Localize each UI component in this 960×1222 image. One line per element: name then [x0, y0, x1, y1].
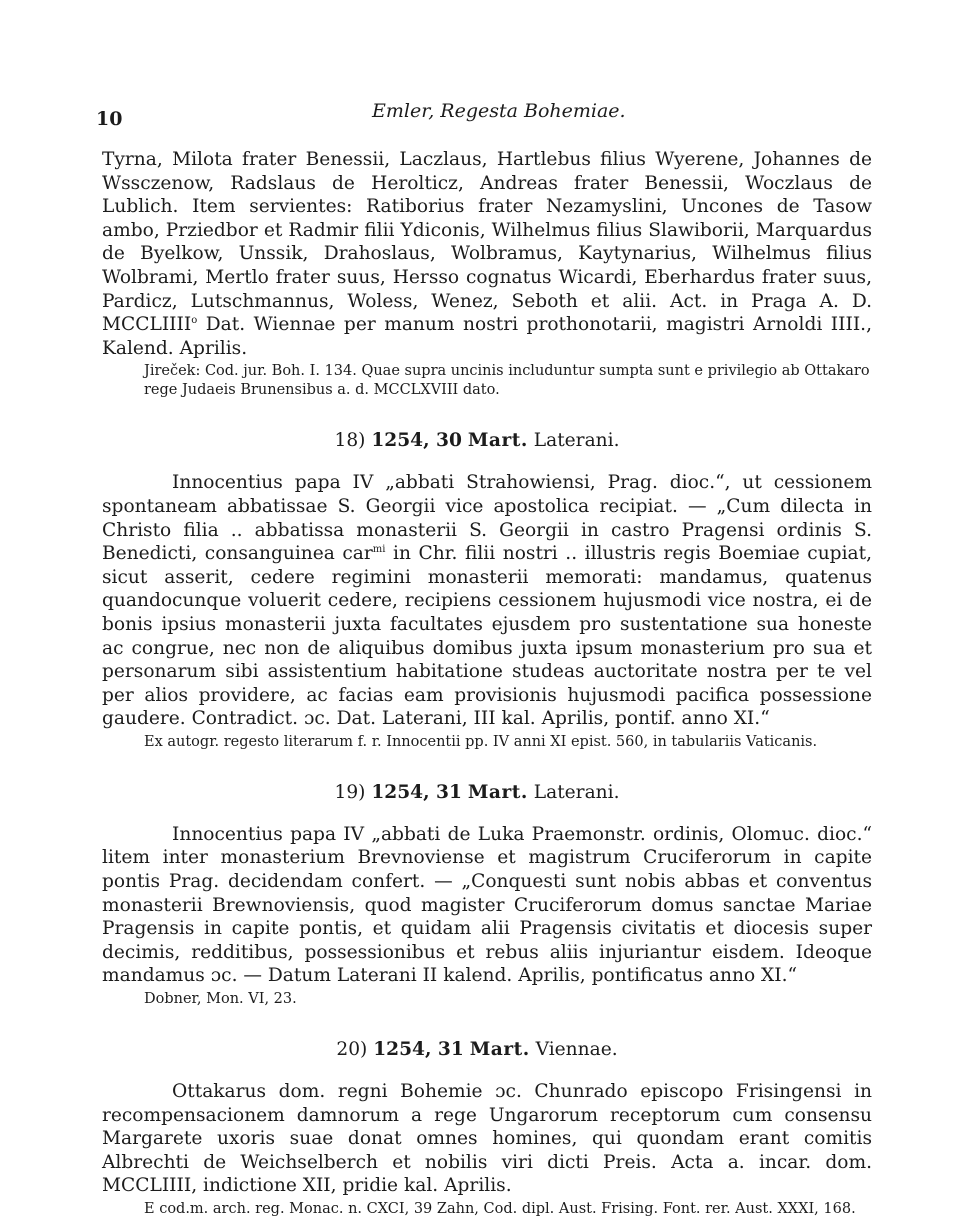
continuation-text-end: Dat. Wiennae per manum nostri prothonotarii, magistri Arnoldi IIII., Kalend. Aprilis. [102, 314, 872, 359]
page-header [96, 100, 866, 130]
entry-source-note: Ex autogr. regesto literarum f. r. Innocentii pp. IV anni XI epist. 560, in tabulariis Vaticanis. [144, 733, 818, 750]
entry-month: Mart. [467, 781, 528, 803]
entry-place: Laterani. [533, 430, 620, 452]
entry-number: 20) [336, 1039, 368, 1061]
continuation-source-note: Jireček: Cod. jur. Boh. I. 134. Quae supra uncinis includuntur sumpta sunt e privilegio ab Ottakaro rege Judaeis Brunensibus a. d. MCCLXVIII dato. [144, 363, 870, 399]
entry-date: 1254, 31 [373, 1039, 464, 1061]
entry-heading [102, 430, 872, 451]
entry-date: 1254, 30 [371, 430, 462, 452]
entry-number: 18) [334, 430, 366, 452]
entry-text-part: Innocentius papa IV „abbati Strahowiensi, Prag. dioc.“, ut cessionem spontaneam abbatissae S. Georgii vice apostolica recipiat. — „Cum dilecta in Christo filia .. abbatissa monasterii S. Georgii in castro Pragensi ordinis S. Benedicti, consanguinea car [102, 472, 872, 565]
entry-date: 1254, 31 [371, 781, 462, 803]
entry-source-note: Dobner, Mon. VI, 23. [144, 991, 297, 1008]
entry-place: Viennae. [535, 1039, 618, 1061]
entry-month: Mart. [469, 1039, 530, 1061]
page-number: 10 [96, 108, 123, 130]
continuation-paragraph [102, 148, 872, 360]
entry-source-note: E cod.m. arch. reg. Monac. n. CXCI, 39 Zahn, Cod. dipl. Aust. Frising. Font. rer. Aust. XXXI, 168. [144, 1201, 856, 1217]
entry-text [102, 823, 872, 988]
entry-text-part: in Chr. filii nostri .. illustris regis Boemiae cupiat, sicut asserit, cedere regimini monasterii memorati: mandamus, quatenus quandocunque voluerit cedere, recipiens cessionem hujusmodi vice nostra, ei de bonis ipsius monasterii juxta facultates ejusdem pro sustentatione sua honeste ac congrue, nec non de aliquibus domibus juxta ipsum monasterium pro sua et personarum sibi assistentium habitatione studeas auctoritate nostra per te vel per alios providere, ac facias eam provisionis hujusmodi pacifica possessione gaudere. Contradict. ɔc. Dat. Laterani, III kal. Aprilis, pontif. anno XI.“ [102, 543, 872, 730]
entry-heading [102, 782, 872, 803]
entry-heading [102, 1039, 872, 1060]
continuation-text: Tyrna, Milota frater Benessii, Laczlaus, Hartlebus filius Wyerene, Johannes de Wssczenow, Radslaus de Herolticz, Andreas frater Benessii, Woczlaus de Lublich. Item servientes: Ratiborius frater Nezamyslini, Uncones de Tasow ambo, Prziedbor et Radmir filii Ydiconis, Wilhelmus filius Slawiborii, Marquardus de Byelkow, Unssik, Drahoslaus, Wolbramus, Kaytynarius, Wilhelmus filius Wolbrami, Mertlo frater suus, Hersso cognatus Wicardi, Eberhardus frater suus, Pardicz, Lutschmannus, Woless, Wenez, Seboth et alii. Act. in Praga A. D. MCCLIIII [102, 149, 872, 336]
entry-text-part: Ottakarus dom. regni Bohemie ɔc. Chunrado episcopo Frisingensi in recompensacionem damnorum a rege Ungarorum receptorum cum consensu Margarete uxoris suae donat omnes homines, qui quondam erant comitis Albrechti de Weichselberch et nobilis viri dicti Preis. Acta a. incar. dom. MCCLIIII, indictione XII, pridie kal. Aprilis. [102, 1081, 872, 1197]
entry-text-part: Innocentius papa IV „abbati de Luka Praemonstr. ordinis, Olomuc. dioc.“ litem inter monasterium Brevnoviense et magistrum Cruciferorum in capite pontis Prag. decidendam confert. — „Conquesti sunt nobis abbas et conventus monasterii Brewnoviensis, quod magister Cruciferorum domus sanctae Mariae Pragensis in capite pontis, et quidam alii Pragensis civitatis et diocesis super decimis, redditibus, possessionibus et rebus aliis injuriantur eisdem. Ideoque mandamus ɔc. — Datum Laterani II kalend. Aprilis, pontificatus anno XI.“ [102, 823, 872, 987]
entry-month: Mart. [467, 430, 528, 452]
page-body [102, 148, 872, 1219]
running-title: Emler, Regesta Bohemiae. [372, 100, 626, 122]
entry-text [102, 1080, 872, 1198]
entry-superscript: mi [372, 543, 386, 555]
entry-number: 19) [334, 781, 366, 803]
entry-text [102, 471, 872, 731]
entry-place: Laterani. [533, 781, 620, 803]
continuation-superscript: o [191, 314, 198, 326]
